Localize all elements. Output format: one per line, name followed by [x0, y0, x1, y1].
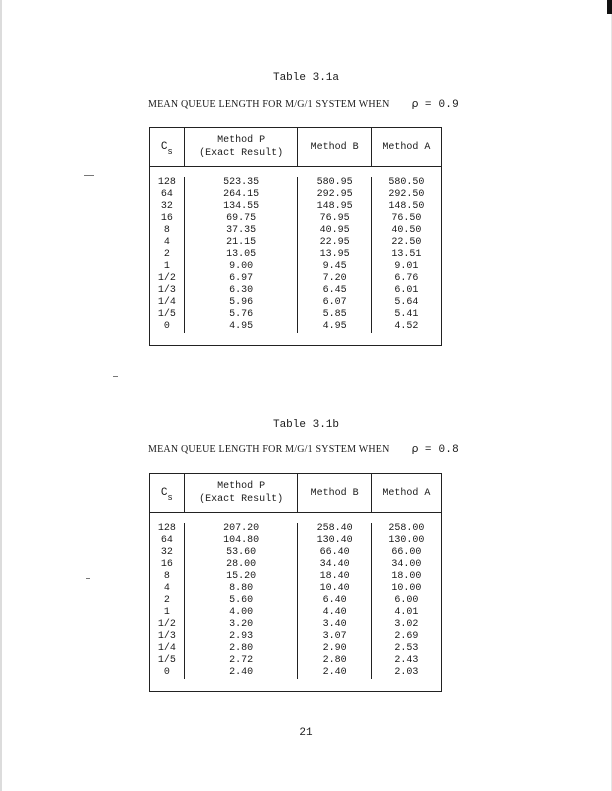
cell-method-a: 13.51: [391, 249, 422, 260]
cell-method-b: 580.95: [316, 177, 353, 188]
cell-method-p: 2.80: [229, 643, 254, 654]
header-method-p: [185, 474, 299, 512]
header-method-a: Method A: [382, 487, 431, 499]
scan-speck: [86, 578, 90, 579]
cell-method-b: 76.95: [319, 213, 350, 224]
cell-method-p: 53.60: [226, 547, 257, 558]
cell-method-p: 69.75: [226, 213, 257, 224]
cell-method-b: 3.40: [322, 619, 347, 630]
scan-speck: [84, 175, 94, 176]
header-method-p-line2: (Exact Result): [199, 494, 284, 505]
header-method-a: Method A: [382, 141, 431, 153]
cell-method-b: 6.40: [322, 595, 347, 606]
column-method-p: [185, 523, 299, 679]
column-method-a: [372, 177, 441, 333]
header-cs-main: C: [160, 486, 168, 499]
table-b-rho-symbol: ρ: [411, 442, 419, 455]
cell-method-b: 4.95: [322, 321, 347, 332]
table-a: [149, 127, 442, 346]
cell-method-p: 104.80: [223, 535, 260, 546]
cell-method-b: 13.95: [319, 249, 350, 260]
cell-method-b: 7.20: [322, 273, 347, 284]
cell-cs: 1/5: [157, 655, 176, 666]
table-b-caption-text: MEAN QUEUE LENGTH FOR M/G/1 SYSTEM WHEN: [148, 444, 390, 455]
cell-method-a: 148.50: [388, 201, 425, 212]
cell-method-p: 207.20: [223, 523, 260, 534]
cell-method-p: 5.96: [229, 297, 254, 308]
cell-method-a: 2.03: [394, 667, 419, 678]
cell-method-a: 3.02: [394, 619, 419, 630]
cell-cs: 1: [163, 607, 170, 618]
cell-method-p: 6.97: [229, 273, 254, 284]
table-a-title: Table 3.1a: [272, 72, 339, 84]
cell-method-a: 580.50: [388, 177, 425, 188]
cell-method-p: 5.60: [229, 595, 254, 606]
cell-method-a: 18.00: [391, 571, 422, 582]
cell-cs: 2: [163, 595, 170, 606]
cell-method-p: 2.40: [229, 667, 254, 678]
table-a-caption-text: MEAN QUEUE LENGTH FOR M/G/1 SYSTEM WHEN: [148, 99, 390, 110]
cell-method-p: 28.00: [226, 559, 257, 570]
cell-method-b: 66.40: [319, 547, 350, 558]
cell-cs: 1/3: [157, 285, 176, 296]
cell-method-a: 34.00: [391, 559, 422, 570]
table-b: [149, 473, 442, 692]
cell-method-a: 130.00: [388, 535, 425, 546]
cell-method-b: 10.40: [319, 583, 350, 594]
cell-method-a: 4.52: [394, 321, 419, 332]
cell-method-b: 6.07: [322, 297, 347, 308]
header-cs-sub: s: [167, 146, 173, 157]
cell-method-b: 258.40: [316, 523, 353, 534]
cell-method-a: 5.41: [394, 309, 419, 320]
header-method-p-line1: Method P: [217, 481, 266, 492]
cell-cs: 4: [163, 237, 170, 248]
cell-method-b: 2.80: [322, 655, 347, 666]
cell-method-b: 5.85: [322, 309, 347, 320]
cell-method-p: 4.00: [229, 607, 254, 618]
cell-cs: 64: [160, 189, 173, 200]
cell-method-a: 292.50: [388, 189, 425, 200]
cell-cs: 2: [163, 249, 170, 260]
header-cs-main: C: [160, 140, 168, 153]
table-a-header-row: [150, 128, 441, 167]
cell-method-b: 2.90: [322, 643, 347, 654]
table-b-caption: [148, 442, 459, 456]
cell-method-b: 4.40: [322, 607, 347, 618]
cell-method-a: 2.69: [394, 631, 419, 642]
cell-cs: 16: [160, 213, 173, 224]
cell-method-p: 2.72: [229, 655, 254, 666]
cell-method-b: 292.95: [316, 189, 353, 200]
cell-method-p: 523.35: [223, 177, 260, 188]
cell-cs: 64: [160, 535, 173, 546]
cell-cs: 0: [163, 667, 170, 678]
cell-cs: 0: [163, 321, 170, 332]
cell-method-p: 6.30: [229, 285, 254, 296]
cell-cs: 16: [160, 559, 173, 570]
cell-cs: 8: [163, 225, 170, 236]
column-method-p: [185, 177, 299, 333]
cell-method-b: 9.45: [322, 261, 347, 272]
cell-cs: 1: [163, 261, 170, 272]
cell-cs: 1/2: [157, 273, 176, 284]
cell-method-p: 3.20: [229, 619, 254, 630]
header-method-b: Method B: [298, 474, 371, 512]
cell-method-b: 3.07: [322, 631, 347, 642]
cell-method-a: 5.64: [394, 297, 419, 308]
cell-method-b: 18.40: [319, 571, 350, 582]
table-b-title: Table 3.1b: [272, 419, 339, 431]
cell-method-p: 9.00: [229, 261, 254, 272]
scan-speck: [113, 376, 118, 377]
cell-method-a: 2.53: [394, 643, 419, 654]
header-method-p-line2: (Exact Result): [199, 148, 284, 159]
header-method-b: Method B: [298, 128, 371, 166]
cell-cs: 128: [157, 523, 176, 534]
header-cs: [150, 474, 185, 512]
cell-method-a: 2.43: [394, 655, 419, 666]
column-cs: [150, 523, 185, 679]
header-cs-sub: s: [167, 492, 173, 503]
cell-method-b: 40.95: [319, 225, 350, 236]
header-cs: [150, 128, 185, 166]
cell-cs: 4: [163, 583, 170, 594]
cell-method-p: 13.05: [226, 249, 257, 260]
table-b-body: [150, 513, 441, 691]
table-b-header-row: [150, 474, 441, 513]
cell-method-p: 37.35: [226, 225, 257, 236]
cell-method-a: 6.01: [394, 285, 419, 296]
table-a-caption: [148, 97, 459, 111]
cell-method-a: 66.00: [391, 547, 422, 558]
cell-method-p: 8.80: [229, 583, 254, 594]
column-method-b: [298, 177, 371, 333]
cell-method-p: 2.93: [229, 631, 254, 642]
cell-cs: 1/4: [157, 643, 176, 654]
table-a-rho-symbol: ρ: [411, 97, 419, 110]
cell-method-a: 10.00: [391, 583, 422, 594]
cell-method-p: 15.20: [226, 571, 257, 582]
cell-cs: 1/2: [157, 619, 176, 630]
table-a-rho-value: = 0.9: [424, 99, 459, 111]
cell-method-a: 22.50: [391, 237, 422, 248]
cell-method-p: 5.76: [229, 309, 254, 320]
scan-corner-mark: [607, 0, 612, 14]
cell-cs: 8: [163, 571, 170, 582]
cell-cs: 1/4: [157, 297, 176, 308]
cell-cs: 1/3: [157, 631, 176, 642]
cell-method-a: 40.50: [391, 225, 422, 236]
cell-method-p: 264.15: [223, 189, 260, 200]
table-a-body: [150, 167, 441, 345]
cell-method-a: 258.00: [388, 523, 425, 534]
cell-method-a: 6.00: [394, 595, 419, 606]
cell-cs: 32: [160, 201, 173, 212]
table-b-rho-value: = 0.8: [424, 444, 459, 456]
cell-method-b: 34.40: [319, 559, 350, 570]
cell-method-b: 6.45: [322, 285, 347, 296]
header-method-p-line1: Method P: [217, 135, 266, 146]
cell-method-a: 9.01: [394, 261, 419, 272]
page-edge-left: [0, 0, 2, 791]
cell-method-a: 6.76: [394, 273, 419, 284]
cell-method-p: 4.95: [229, 321, 254, 332]
cell-cs: 128: [157, 177, 176, 188]
cell-method-b: 22.95: [319, 237, 350, 248]
cell-method-p: 134.55: [223, 201, 260, 212]
column-method-a: [372, 523, 441, 679]
cell-cs: 32: [160, 547, 173, 558]
page-number: 21: [299, 727, 313, 739]
cell-method-a: 4.01: [394, 607, 419, 618]
column-cs: [150, 177, 185, 333]
cell-method-p: 21.15: [226, 237, 257, 248]
cell-method-b: 148.95: [316, 201, 353, 212]
cell-method-b: 2.40: [322, 667, 347, 678]
cell-method-a: 76.50: [391, 213, 422, 224]
header-method-p: [185, 128, 299, 166]
cell-cs: 1/5: [157, 309, 176, 320]
column-method-b: [298, 523, 371, 679]
cell-method-b: 130.40: [316, 535, 353, 546]
